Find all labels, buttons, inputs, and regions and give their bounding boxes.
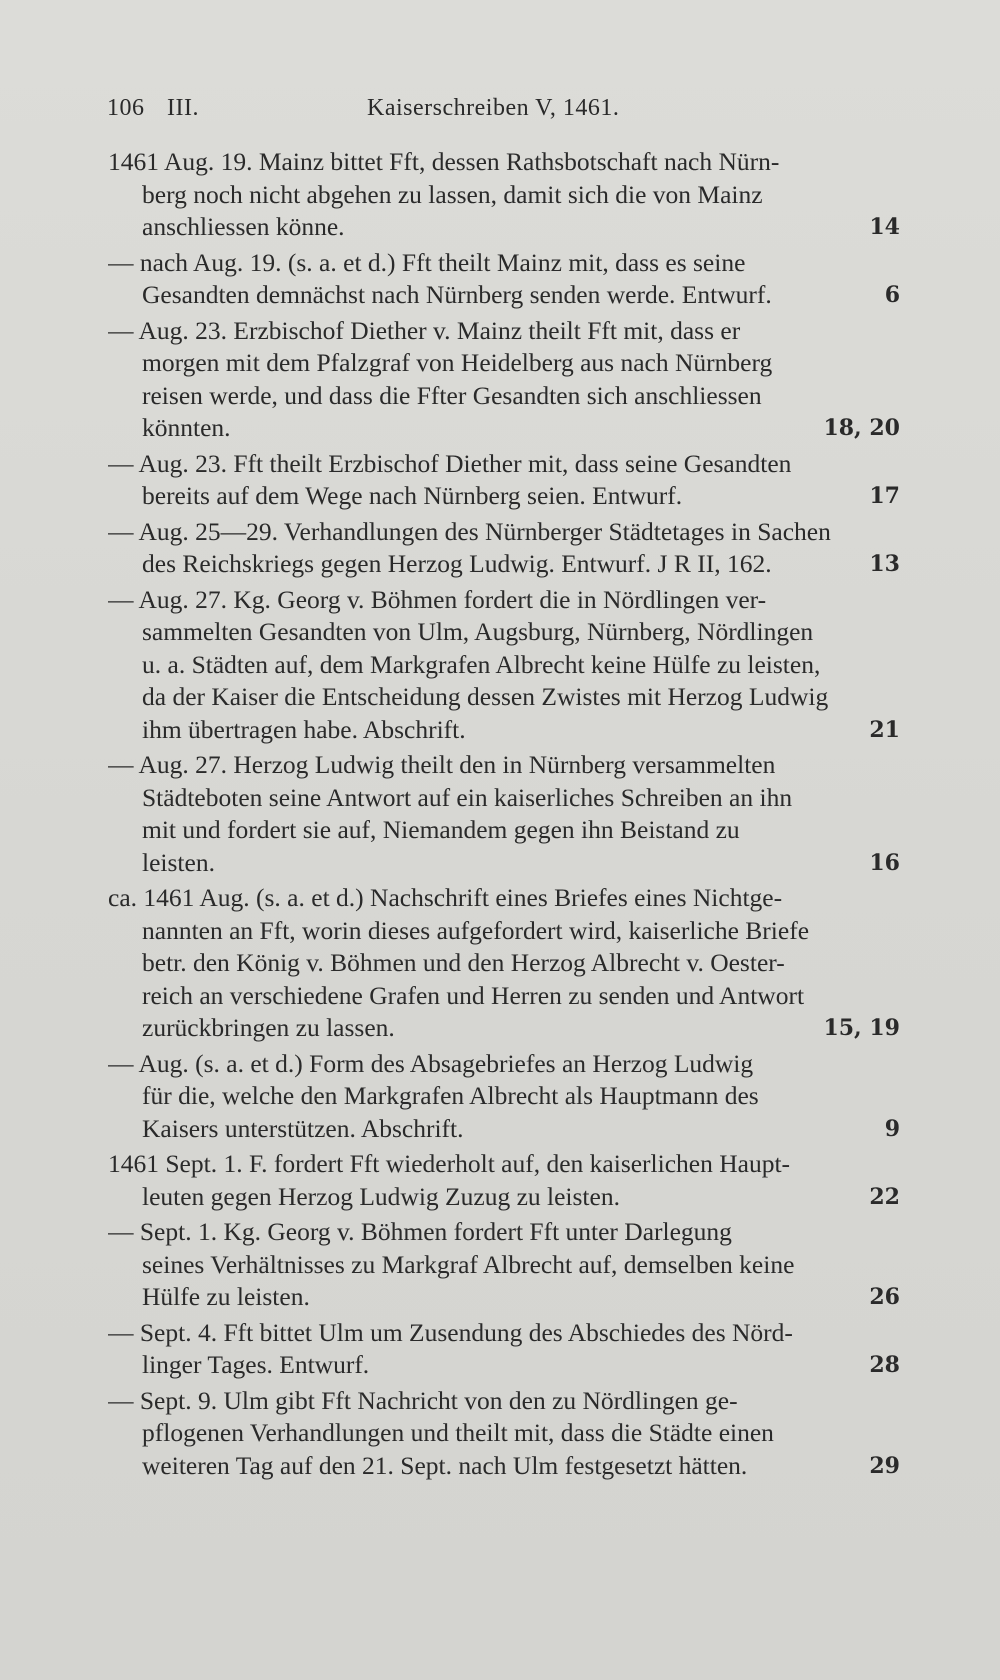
entry-line: morgen mit dem Pfalzgraf von Heidelberg aus nach Nürnberg	[142, 348, 773, 377]
document-reference-number: 21	[869, 716, 900, 743]
regesta-entry	[108, 146, 900, 244]
entry-line: zurückbringen zu lassen.	[142, 1013, 395, 1042]
entry-line: betr. den König v. Böhmen und den Herzog Albrecht v. Oester-	[142, 948, 785, 977]
entry-line: — Sept. 1. Kg. Georg v. Böhmen fordert Fft unter Darlegung	[108, 1217, 732, 1246]
entry-line: anschliessen könne.	[142, 212, 345, 241]
entry-line: — nach Aug. 19. (s. a. et d.) Fft theilt Mainz mit, dass es seine	[108, 247, 746, 277]
entry-line: — Aug. 23. Fft theilt Erzbischof Diether mit, dass seine Gesandten	[108, 448, 792, 478]
document-reference-number: 9	[884, 1115, 900, 1142]
document-reference-number: 28	[869, 1352, 900, 1378]
regesta-entry	[108, 247, 900, 312]
document-reference-number: 6	[884, 282, 900, 308]
document-reference-number: 22	[869, 1183, 900, 1210]
entry-line: Hülfe zu leisten.	[142, 1282, 310, 1311]
entry-line: reisen werde, und dass die Ffter Gesandten sich anschliessen	[142, 380, 762, 410]
entry-line: mit und fordert sie auf, Niemandem gegen ihn Beistand zu	[142, 815, 740, 844]
regesta-entry	[108, 749, 900, 879]
document-reference-number: 26	[869, 1284, 900, 1310]
entry-line: berg noch nicht abgehen zu lassen, damit sich die von Mainz	[142, 179, 763, 209]
entry-line: — Sept. 4. Fft bittet Ulm um Zusendung des Abschiedes des Nörd-	[108, 1317, 793, 1347]
entry-line: könnten.	[142, 413, 231, 442]
regesta-entry	[108, 1385, 900, 1483]
regesta-entry	[108, 1317, 900, 1382]
document-reference-number: 29	[869, 1452, 900, 1479]
page-header	[107, 95, 907, 131]
regesta-entry	[108, 1216, 900, 1314]
document-reference-number: 15, 19	[823, 1015, 900, 1041]
entry-line: — Sept. 9. Ulm gibt Fft Nachricht von den zu Nördlingen ge-	[108, 1385, 738, 1415]
entry-line: für die, welche den Markgrafen Albrecht als Hauptmann des	[142, 1081, 759, 1110]
entry-line: weiteren Tag auf den 21. Sept. nach Ulm festgesetzt hätten.	[142, 1450, 748, 1480]
entry-line: sammelten Gesandten von Ulm, Augsburg, Nürnberg, Nördlingen	[142, 617, 814, 646]
running-title: Kaiserschreiben V, 1461.	[367, 95, 620, 121]
regesta-entry	[108, 1048, 900, 1146]
entry-line: 1461 Sept. 1. F. fordert Fft wiederholt auf, den kaiserlichen Haupt-	[108, 1149, 791, 1178]
document-reference-number: 18, 20	[823, 415, 900, 441]
document-reference-number: 14	[869, 214, 900, 240]
entry-line: bereits auf dem Wege nach Nürnberg seien. Entwurf.	[142, 481, 683, 510]
entry-line: — Aug. (s. a. et d.) Form des Absagebriefes an Herzog Ludwig	[108, 1048, 754, 1078]
entry-line: Städteboten seine Antwort auf ein kaiserliches Schreiben an ihn	[142, 782, 793, 812]
entry-line: — Aug. 27. Herzog Ludwig theilt den in Nürnberg versammelten	[108, 750, 776, 779]
entry-line: Kaisers unterstützen. Abschrift.	[142, 1113, 464, 1143]
entry-line: leuten gegen Herzog Ludwig Zuzug zu leisten.	[142, 1181, 620, 1211]
entry-line: linger Tages. Entwurf.	[142, 1350, 370, 1379]
section-number: III.	[167, 95, 199, 121]
entry-line: u. a. Städten auf, dem Markgrafen Albrecht keine Hülfe zu leisten,	[142, 649, 821, 679]
entry-line: Gesandten demnächst nach Nürnberg senden werde. Entwurf.	[142, 280, 772, 309]
entry-line: des Reichskriegs gegen Herzog Ludwig. Entwurf. J R II, 162.	[142, 549, 772, 578]
document-reference-number: 13	[869, 551, 900, 577]
regesta-entry	[108, 315, 900, 445]
entry-line: ihm übertragen habe. Abschrift.	[142, 714, 466, 744]
entry-line: leisten.	[142, 847, 215, 877]
entry-line: — Aug. 25—29. Verhandlungen des Nürnberger Städtetages in Sachen	[108, 516, 831, 546]
regesta-entry	[108, 516, 900, 581]
entry-line: nannten an Fft, worin dieses aufgefordert wird, kaiserliche Briefe	[142, 915, 810, 945]
entry-line: — Aug. 27. Kg. Georg v. Böhmen fordert die in Nördlingen ver-	[108, 584, 767, 614]
entry-line: reich an verschiedene Grafen und Herren zu senden und Antwort	[142, 980, 805, 1010]
regesta-entry	[108, 448, 900, 513]
entry-line: 1461 Aug. 19. Mainz bittet Fft, dessen Rathsbotschaft nach Nürn-	[108, 147, 780, 176]
entry-line: ca. 1461 Aug. (s. a. et d.) Nachschrift eines Briefes eines Nichtge-	[108, 883, 783, 912]
regesta-entry	[108, 882, 900, 1045]
regesta-entry	[108, 584, 900, 747]
entry-line: — Aug. 23. Erzbischof Diether v. Mainz theilt Fft mit, dass er	[108, 315, 741, 345]
entry-line: pflogenen Verhandlungen und theilt mit, dass die Städte einen	[142, 1418, 774, 1447]
document-reference-number: 17	[869, 483, 900, 509]
page-number: 106	[107, 95, 145, 121]
entry-line: seines Verhältnisses zu Markgraf Albrecht auf, demselben keine	[142, 1249, 795, 1279]
document-reference-number: 16	[869, 849, 900, 876]
regesta-entry	[108, 1148, 900, 1213]
regesta-list	[108, 146, 900, 1485]
entry-line: da der Kaiser die Entscheidung dessen Zwistes mit Herzog Ludwig	[142, 682, 829, 711]
